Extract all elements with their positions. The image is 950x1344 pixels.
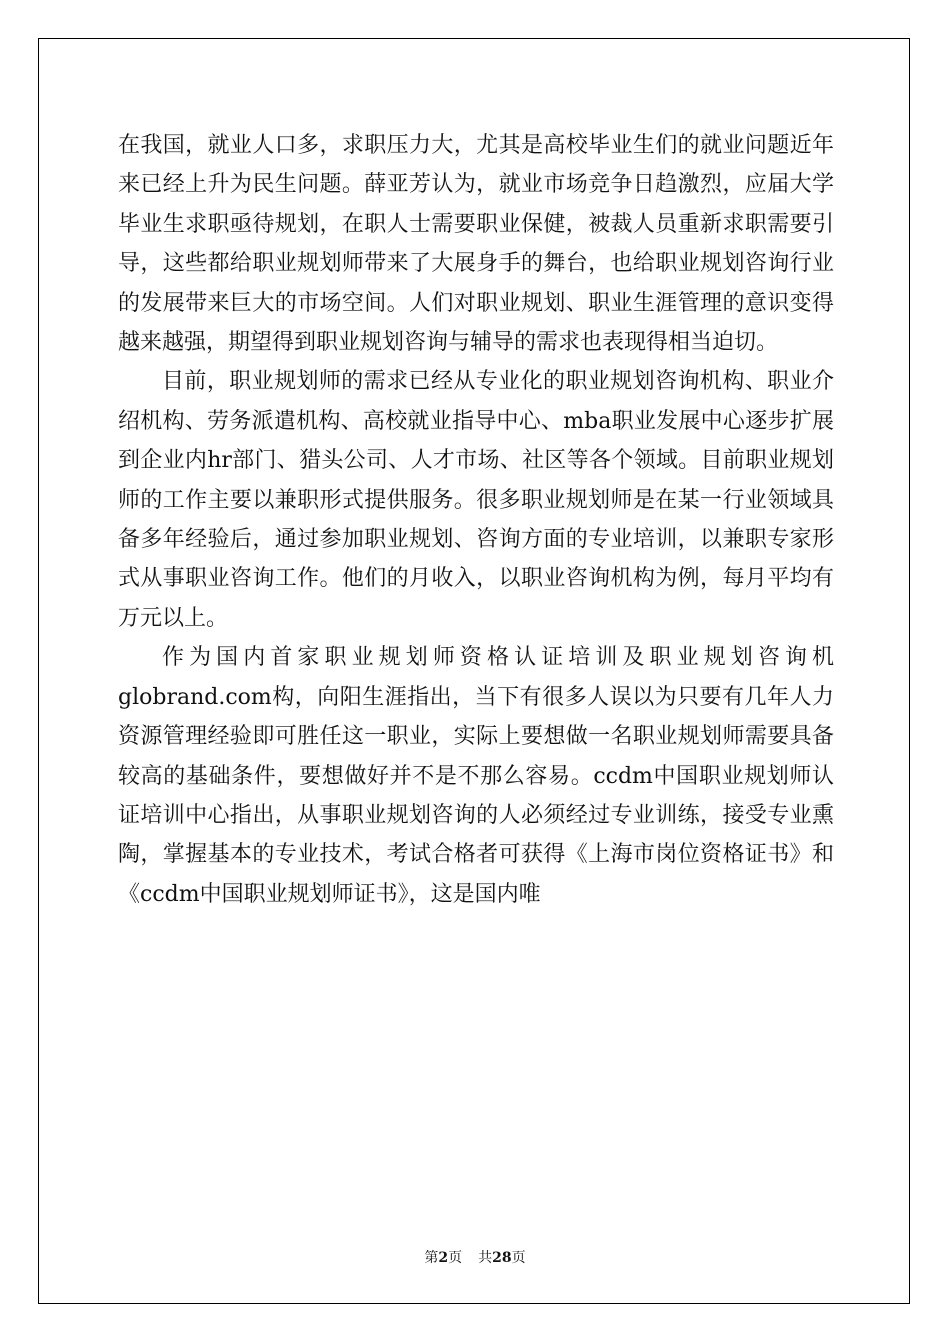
- total-unit: 页: [511, 1250, 526, 1266]
- paragraph-1: 在我国，就业人口多，求职压力大，尤其是高校毕业生们的就业问题近年来已经上升为民生问题。薛亚芳认为，就业市场竞争日趋激烈，应届大学毕业生求职亟待规划，在职人士需要职业保健，被裁人员重新求职需要引导，这些都给职业规划师带来了大展身手的舞台，也给职业规划咨询行业的发展带来巨大的市场空间。人们对职业规划、职业生涯管理的意识变得越来越强，期望得到职业规划咨询与辅导的需求也表现得相当迫切。: [118, 133, 834, 356]
- page-prefix: 第: [424, 1250, 439, 1266]
- page-current: 2: [438, 1250, 449, 1266]
- page-unit: 页: [448, 1250, 463, 1266]
- paragraph-3: 作为国内首家职业规划师资格认证培训及职业规划咨询机globrand.com构，向阳生涯指出，当下有很多人误以为只要有几年人力资源管理经验即可胜任这一职业，实际上要想做一名职业规划师需要具备较高的基础条件，要想做好并不是不那么容易。ccdm中国职业规划师认证培训中心指出，从事职业规划咨询的人必须经过专业训练，接受专业熏陶，掌握基本的专业技术，考试合格者可获得《上海市岗位资格证书》和《ccdm中国职业规划师证书》，这是国内唯: [118, 645, 834, 907]
- paragraph-2: 目前，职业规划师的需求已经从专业化的职业规划咨询机构、职业介绍机构、劳务派遣机构、高校就业指导中心、mba职业发展中心逐步扩展到企业内hr部门、猎头公司、人才市场、社区等各个领域。目前职业规划师的工作主要以兼职形式提供服务。很多职业规划师是在某一行业领域具备多年经验后，通过参加职业规划、咨询方面的专业培训，以兼职专家形式从事职业咨询工作。他们的月收入，以职业咨询机构为例，每月平均有万元以上。: [118, 369, 834, 631]
- page-footer: [0, 1247, 950, 1267]
- total-prefix: 共: [478, 1250, 493, 1266]
- document-body: [118, 126, 834, 914]
- page-total: 28: [492, 1250, 512, 1266]
